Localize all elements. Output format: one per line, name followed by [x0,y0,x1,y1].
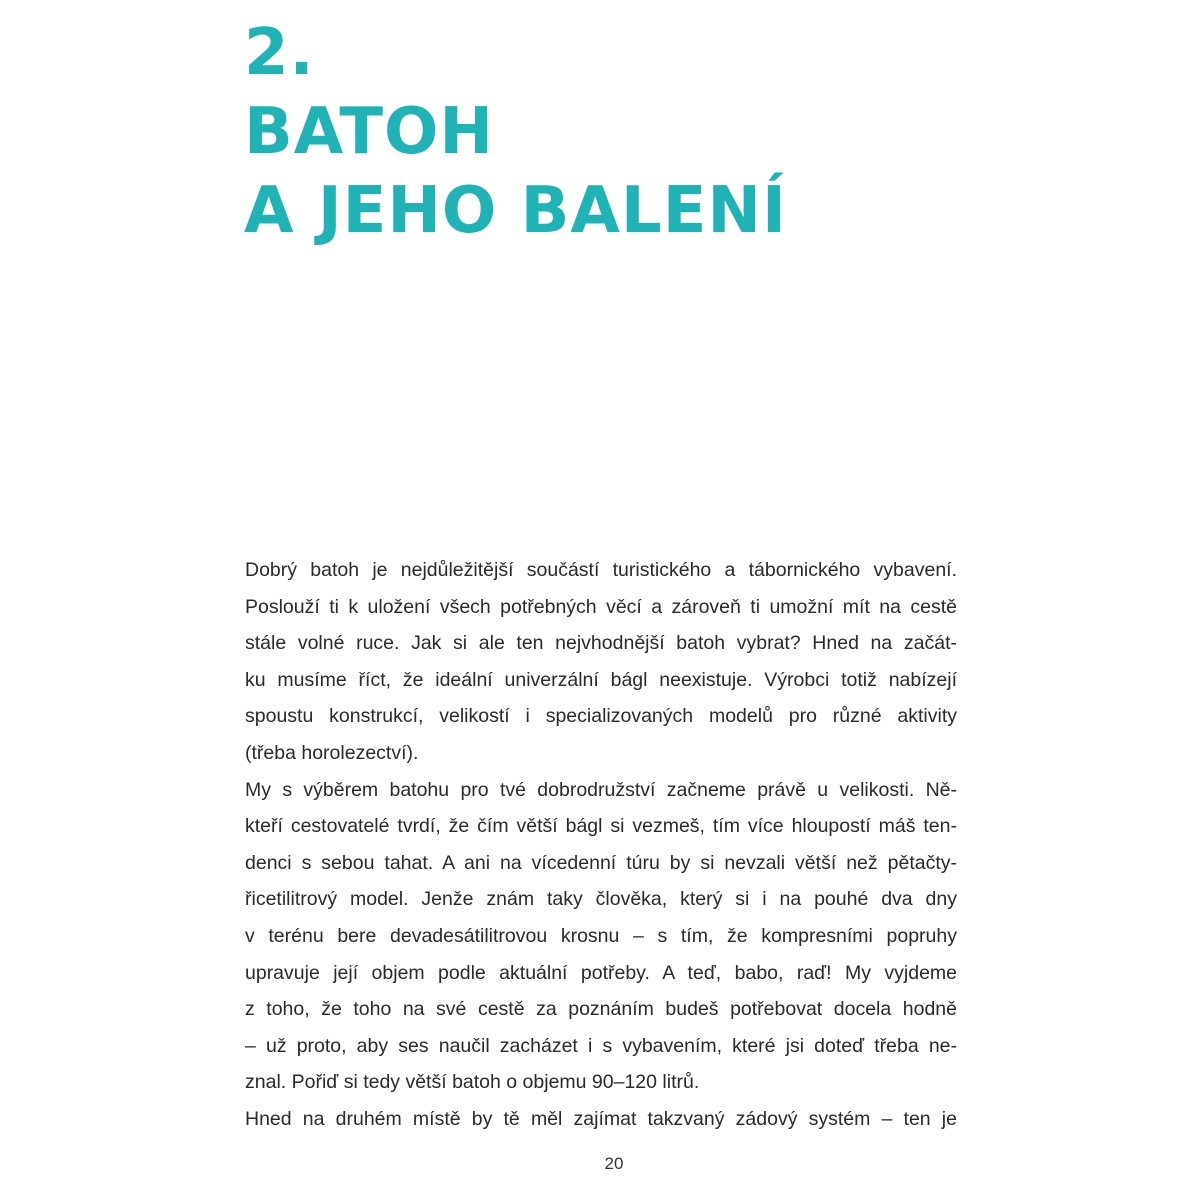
text-line: z toho, že toho na své cestě za poznáním budeš potřebovat docela hodně [245,998,957,1021]
chapter-title-line-2: A JEHO BALENÍ [244,174,787,248]
text-line: upravuje její objem podle aktuální potřeby. A teď, babo, raď! My vyjdeme [245,961,957,984]
text-line: spoustu konstrukcí, velikostí i specializovaných modelů pro různé aktivity [245,705,957,728]
text-line: (třeba horolezectví). [245,741,419,764]
text-line: řicetilitrový model. Jenže znám taky člověka, který si i na pouhé dva dny [245,888,957,911]
text-line: znal. Pořiď si tedy větší batoh o objemu 90–120 litrů. [245,1071,700,1094]
chapter-title-line-1: BATOH [244,95,494,169]
text-line: stále volné ruce. Jak si ale ten nejvhodnější batoh vybrat? Hned na začát- [245,632,957,655]
page-number: 20 [604,1154,624,1173]
text-line: Hned na druhém místě by tě měl zajímat takzvaný zádový systém – ten je [245,1107,957,1130]
chapter-heading [244,14,787,251]
body-text [245,552,957,1138]
text-line: Poslouží ti k uložení všech potřebných věcí a zároveň ti umožní mít na cestě [245,595,957,618]
text-line: Dobrý batoh je nejdůležitější součástí turistického a tábornického vybavení. [245,559,957,581]
text-line: denci s sebou tahat. A ani na vícedenní túru by si nevzali větší než pětačty- [245,851,957,874]
text-line: – už proto, aby ses naučil zacházet i s vybavením, které jsi doteď třeba ne- [245,1034,957,1057]
text-line: ku musíme říct, že ideální univerzální bágl neexistuje. Výrobci totiž nabízejí [245,668,957,691]
chapter-number: 2. [244,16,315,90]
text-line: My s výběrem batohu pro tvé dobrodružství začneme právě u velikosti. Ně- [245,778,957,801]
text-line: v terénu bere devadesátilitrovou krosnu – s tím, že kompresními popruhy [245,924,957,947]
text-line: kteří cestovatelé tvrdí, že čím větší bágl si vezmeš, tím více hloupostí máš ten- [245,815,957,838]
